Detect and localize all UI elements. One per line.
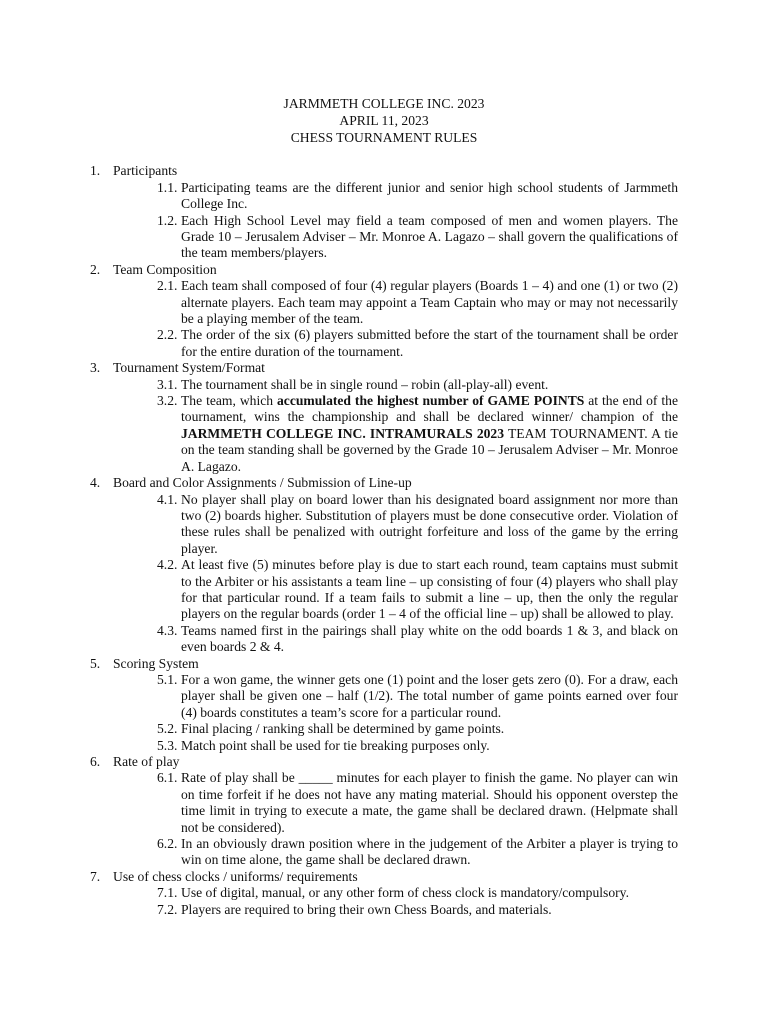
rule-item xyxy=(157,721,678,737)
section-heading xyxy=(90,754,678,770)
rule-number: 3.1. xyxy=(157,376,178,392)
rule-section xyxy=(90,754,678,869)
rule-text-segment: For a won game, the winner gets one (1) point and the loser gets zero (0). For a draw, each player shall be given one – half (1/2). The total number of game points earned over four (4) boards constitutes a team’s score for a particular round. xyxy=(181,671,678,720)
rule-number: 2.2. xyxy=(157,327,178,343)
rule-text-segment: At least five (5) minutes before play is due to start each round, team captains must submit to the Arbiter or his assistants a team line – up consisting of four (4) players who shall play for that particular round. If a team fails to submit a line – up, then the only the regular players on the regular boards (order 1 – 4 of the official line – up) shall be allowed to play. xyxy=(181,557,678,622)
rule-text-segment: The tournament shall be in single round – robin (all-play-all) event. xyxy=(181,376,549,392)
rule-number: 7.2. xyxy=(157,901,178,917)
rule-item xyxy=(157,213,678,262)
section-items xyxy=(90,770,678,868)
rule-text xyxy=(181,623,678,656)
header-date: APRIL 11, 2023 xyxy=(339,112,429,128)
rule-text-segment: Final placing / ranking shall be determined by game points. xyxy=(181,721,505,737)
rule-item xyxy=(157,557,678,623)
rule-item xyxy=(157,327,678,360)
rule-item xyxy=(157,738,678,754)
rule-number: 6.1. xyxy=(157,770,178,786)
rule-number: 4.3. xyxy=(157,622,178,638)
rule-number: 6.2. xyxy=(157,836,178,852)
rule-text xyxy=(181,672,678,721)
section-heading xyxy=(90,262,678,278)
section-number: 2. xyxy=(90,261,101,277)
rule-number: 3.2. xyxy=(157,393,178,409)
rule-number: 4.1. xyxy=(157,491,178,507)
rule-text-segment: Each High School Level may field a team composed of men and women players. The Grade 10 – Jerusalem Adviser – Mr. Monroe A. Lagazo – shall govern the qualifications of the team members/players. xyxy=(181,212,678,261)
rule-text-segment: No player shall play on board lower than his designated board assignment nor more than two (2) boards higher. Substitution of players must be done consecutive order. Violation of these rules shall be penalized with outright forfeiture and loss of the game by the erring player. xyxy=(181,491,678,556)
header-title: CHESS TOURNAMENT RULES xyxy=(290,129,478,145)
rule-text xyxy=(181,902,678,918)
rules-list xyxy=(90,163,678,918)
rule-text xyxy=(181,492,678,558)
rule-number: 2.1. xyxy=(157,278,178,294)
section-title: Tournament System/Format xyxy=(113,360,265,376)
rule-text xyxy=(181,213,678,262)
rule-number: 7.1. xyxy=(157,885,178,901)
rule-text xyxy=(181,885,678,901)
rule-text-bold: accumulated the highest number of GAME POINTS xyxy=(276,393,585,409)
rule-item xyxy=(157,770,678,836)
header-college: JARMMETH COLLEGE INC. 2023 xyxy=(283,96,485,111)
section-number: 6. xyxy=(90,754,101,770)
section-items xyxy=(90,180,678,262)
rule-text-segment: Players are required to bring their own Chess Boards, and materials. xyxy=(181,901,552,917)
section-items xyxy=(90,278,678,360)
section-number: 7. xyxy=(90,868,101,884)
section-title: Board and Color Assignments / Submission of Line-up xyxy=(113,475,412,491)
rule-section xyxy=(90,656,678,754)
rule-item xyxy=(157,278,678,327)
rule-section xyxy=(90,475,678,655)
rule-text xyxy=(181,393,678,475)
section-items xyxy=(90,377,678,475)
rule-text-segment: Rate of play shall be _____ minutes for each player to finish the game. No player can win on time forfeit if he does not have any mating material. Should his opponent overstep the time limit in trying to execute a mate, the game shall be declared drawn. (Helpmate shall not be considered). xyxy=(181,770,678,835)
rule-item xyxy=(157,836,678,869)
rule-text-segment: Teams named first in the pairings shall play white on the odd boards 1 & 3, and black on even boards 2 & 4. xyxy=(181,622,678,655)
rule-text xyxy=(181,377,678,393)
rule-item xyxy=(157,180,678,213)
rule-number: 4.2. xyxy=(157,557,178,573)
rule-text-segment: In an obviously drawn position where in the judgement of the Arbiter a player is trying to win on time alone, the game shall be declared drawn. xyxy=(181,836,678,868)
section-title: Scoring System xyxy=(113,655,199,671)
section-heading xyxy=(90,475,678,491)
rule-text-segment: Use of digital, manual, or any other form of chess clock is mandatory/compulsory. xyxy=(181,885,629,901)
rule-section xyxy=(90,360,678,475)
section-heading xyxy=(90,656,678,672)
rule-text-bold: JARMMETH COLLEGE INC. INTRAMURALS 2023 xyxy=(181,425,505,441)
rule-item xyxy=(157,902,678,918)
rule-text xyxy=(181,721,678,737)
section-title: Participants xyxy=(113,163,178,179)
rule-text-segment: TEAM TOURNAMENT. A tie on the team standing shall be governed by the Grade 10 – Jerusalem Adviser – Mr. Monroe A. Lagazo. xyxy=(181,425,678,474)
rule-text-segment: Participating teams are the different junior and senior high school students of Jarmmeth College Inc. xyxy=(181,179,678,212)
section-items xyxy=(90,885,678,918)
section-title: Rate of play xyxy=(113,754,180,770)
rule-number: 5.1. xyxy=(157,671,178,687)
rule-item xyxy=(157,393,678,475)
rule-text-segment: The team, which xyxy=(181,393,277,409)
rule-item xyxy=(157,623,678,656)
rule-text-segment: The order of the six (6) players submitted before the start of the tournament shall be order for the entire duration of the tournament. xyxy=(181,327,678,359)
section-heading xyxy=(90,163,678,179)
rule-text-segment: Each team shall composed of four (4) regular players (Boards 1 – 4) and one (1) or two (2) alternate players. Each team may appoint a Team Captain who may or may not necessarily be a playing member of the team. xyxy=(181,278,678,327)
rule-text xyxy=(181,738,678,754)
rule-item xyxy=(157,377,678,393)
section-number: 4. xyxy=(90,475,101,491)
rule-text xyxy=(181,327,678,360)
rule-text-segment: at the end of the tournament, wins the championship and shall be declared winner/ champion of the xyxy=(181,393,678,425)
rule-section xyxy=(90,163,678,261)
rule-text xyxy=(181,557,678,623)
rule-item xyxy=(157,672,678,721)
section-title: Team Composition xyxy=(113,261,217,277)
section-title: Use of chess clocks / uniforms/ requirements xyxy=(113,868,358,884)
rule-number: 1.1. xyxy=(157,179,178,195)
rule-text xyxy=(181,770,678,836)
rule-number: 5.3. xyxy=(157,737,178,753)
section-items xyxy=(90,492,678,656)
document-header xyxy=(90,96,678,146)
rule-section xyxy=(90,262,678,360)
rule-number: 1.2. xyxy=(157,212,178,228)
section-number: 1. xyxy=(90,163,101,179)
section-number: 5. xyxy=(90,655,101,671)
rule-item xyxy=(157,492,678,558)
rule-text xyxy=(181,180,678,213)
section-heading xyxy=(90,869,678,885)
section-heading xyxy=(90,360,678,376)
rule-number: 5.2. xyxy=(157,721,178,737)
section-number: 3. xyxy=(90,360,101,376)
rule-text xyxy=(181,836,678,869)
rule-section xyxy=(90,869,678,918)
rule-text-segment: Match point shall be used for tie breaking purposes only. xyxy=(181,737,490,753)
rule-text xyxy=(181,278,678,327)
section-items xyxy=(90,672,678,754)
rule-item xyxy=(157,885,678,901)
